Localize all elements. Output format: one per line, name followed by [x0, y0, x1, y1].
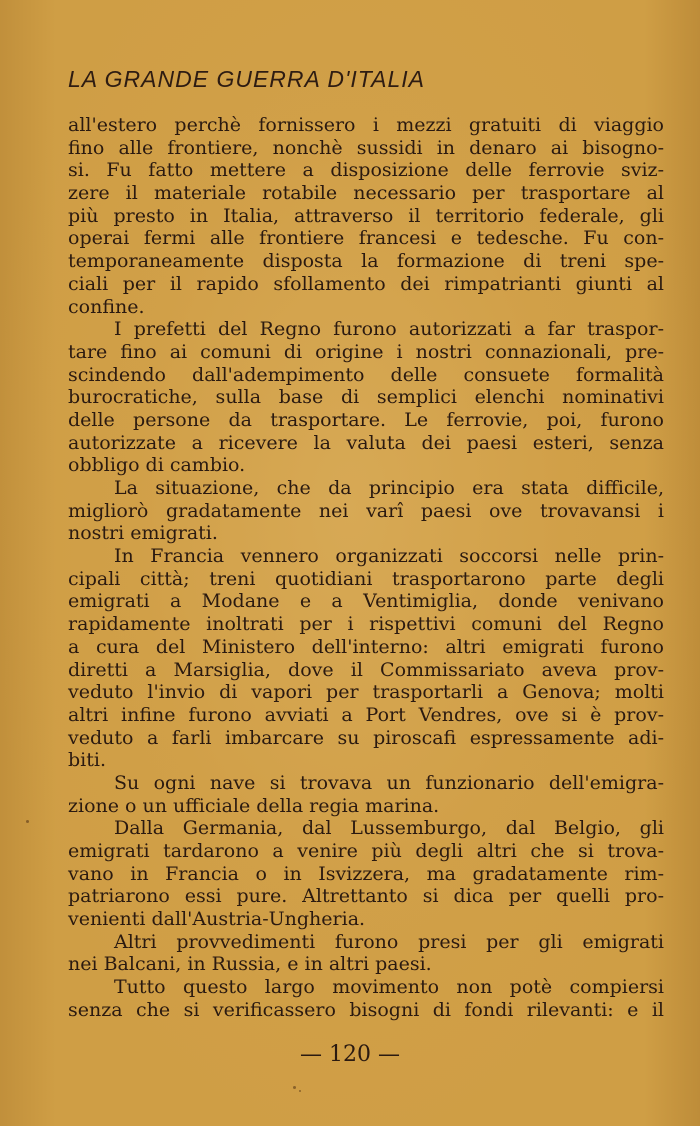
text-line: più presto in Italia, attraverso il territorio federale, gli: [68, 204, 664, 227]
text-line: scindendo dall'adempimento delle consuete formalità: [68, 363, 664, 386]
text-line: temporaneamente disposta la formazione di treni spe-: [68, 250, 664, 273]
text-line: ciali per il rapido sfollamento dei rimpatrianti giunti al: [68, 272, 664, 295]
text-line: I prefetti del Regno furono autorizzati a far traspor-: [114, 318, 664, 341]
body-text: [68, 114, 664, 1022]
text-line: all'estero perchè fornissero i mezzi gratuiti di viaggio: [68, 114, 664, 136]
text-line: veduto a farli imbarcare su piroscafi espressamente adi-: [68, 726, 664, 749]
text-line: si. Fu fatto mettere a disposizione delle ferrovie sviz-: [68, 159, 664, 182]
text-line: zere il materiale rotabile necessario per trasportare al: [68, 182, 664, 205]
text-line: Su ogni nave si trovava un funzionario dell'emigra-: [114, 771, 664, 794]
text-line: biti.: [68, 749, 106, 772]
text-line: veduto l'invio di vapori per trasportarli a Genova; molti: [68, 681, 664, 704]
text-line: La situazione, che da principio era stata difficile,: [114, 477, 664, 499]
text-line: operai fermi alle frontiere francesi e tedesche. Fu con-: [68, 227, 664, 250]
text-line: fino alle frontiere, nonchè sussidi in denaro ai bisogno-: [68, 136, 664, 159]
text-line: senza che si verificassero bisogni di fondi rilevanti: e il: [68, 998, 664, 1021]
text-line: vano in Francia o in Isvizzera, ma gradatamente rim-: [68, 862, 664, 885]
running-head: LA GRANDE GUERRA D'ITALIA: [68, 66, 425, 92]
text-line: rapidamente inoltrati per i rispettivi comuni del Regno: [68, 613, 664, 636]
page-number: — 120 —: [300, 1042, 400, 1067]
text-line: In Francia vennero organizzati soccorsi nelle prin-: [114, 545, 664, 568]
text-line: burocratiche, sulla base di semplici elenchi nominativi: [68, 386, 664, 409]
text-line: venienti dall'Austria-Ungheria.: [68, 908, 366, 931]
text-line: Altri provvedimenti furono presi per gli emigrati: [114, 930, 664, 953]
text-line: migliorò gradatamente nei varî paesi ove trovavansi i: [68, 499, 664, 522]
text-line: autorizzate a ricevere la valuta dei paesi esteri, senza: [68, 431, 664, 454]
text-line: altri infine furono avviati a Port Vendres, ove si è prov-: [68, 703, 664, 726]
text-line: nostri emigrati.: [68, 522, 218, 545]
text-line: delle persone da trasportare. Le ferrovie, poi, furono: [68, 408, 664, 431]
paper-speck: [293, 1086, 296, 1089]
paper-speck: [26, 820, 29, 823]
text-line: obbligo di cambio.: [68, 454, 246, 477]
text-line: a cura del Ministero dell'interno: altri emigrati furono: [68, 635, 664, 658]
paper-speck: [299, 1090, 301, 1092]
text-line: emigrati a Modane e a Ventimiglia, donde venivano: [68, 590, 664, 613]
text-line: cipali città; treni quotidiani trasportarono parte degli: [68, 567, 664, 590]
text-line: zione o un ufficiale della regia marina.: [68, 794, 440, 817]
text-line: Dalla Germania, dal Lussemburgo, dal Belgio, gli: [114, 817, 664, 840]
text-line: confine.: [68, 295, 145, 318]
text-line: patriarono essi pure. Altrettanto si dica per quelli pro-: [68, 885, 664, 908]
text-line: emigrati tardarono a venire più degli altri che si trova-: [68, 840, 664, 862]
text-line: tare fino ai comuni di origine i nostri connazionali, pre-: [68, 340, 664, 363]
text-line: nei Balcani, in Russia, e in altri paesi.: [68, 953, 432, 976]
text-line: Tutto questo largo movimento non potè compiersi: [114, 976, 664, 999]
text-line: diretti a Marsiglia, dove il Commissariato aveva prov-: [68, 658, 664, 681]
